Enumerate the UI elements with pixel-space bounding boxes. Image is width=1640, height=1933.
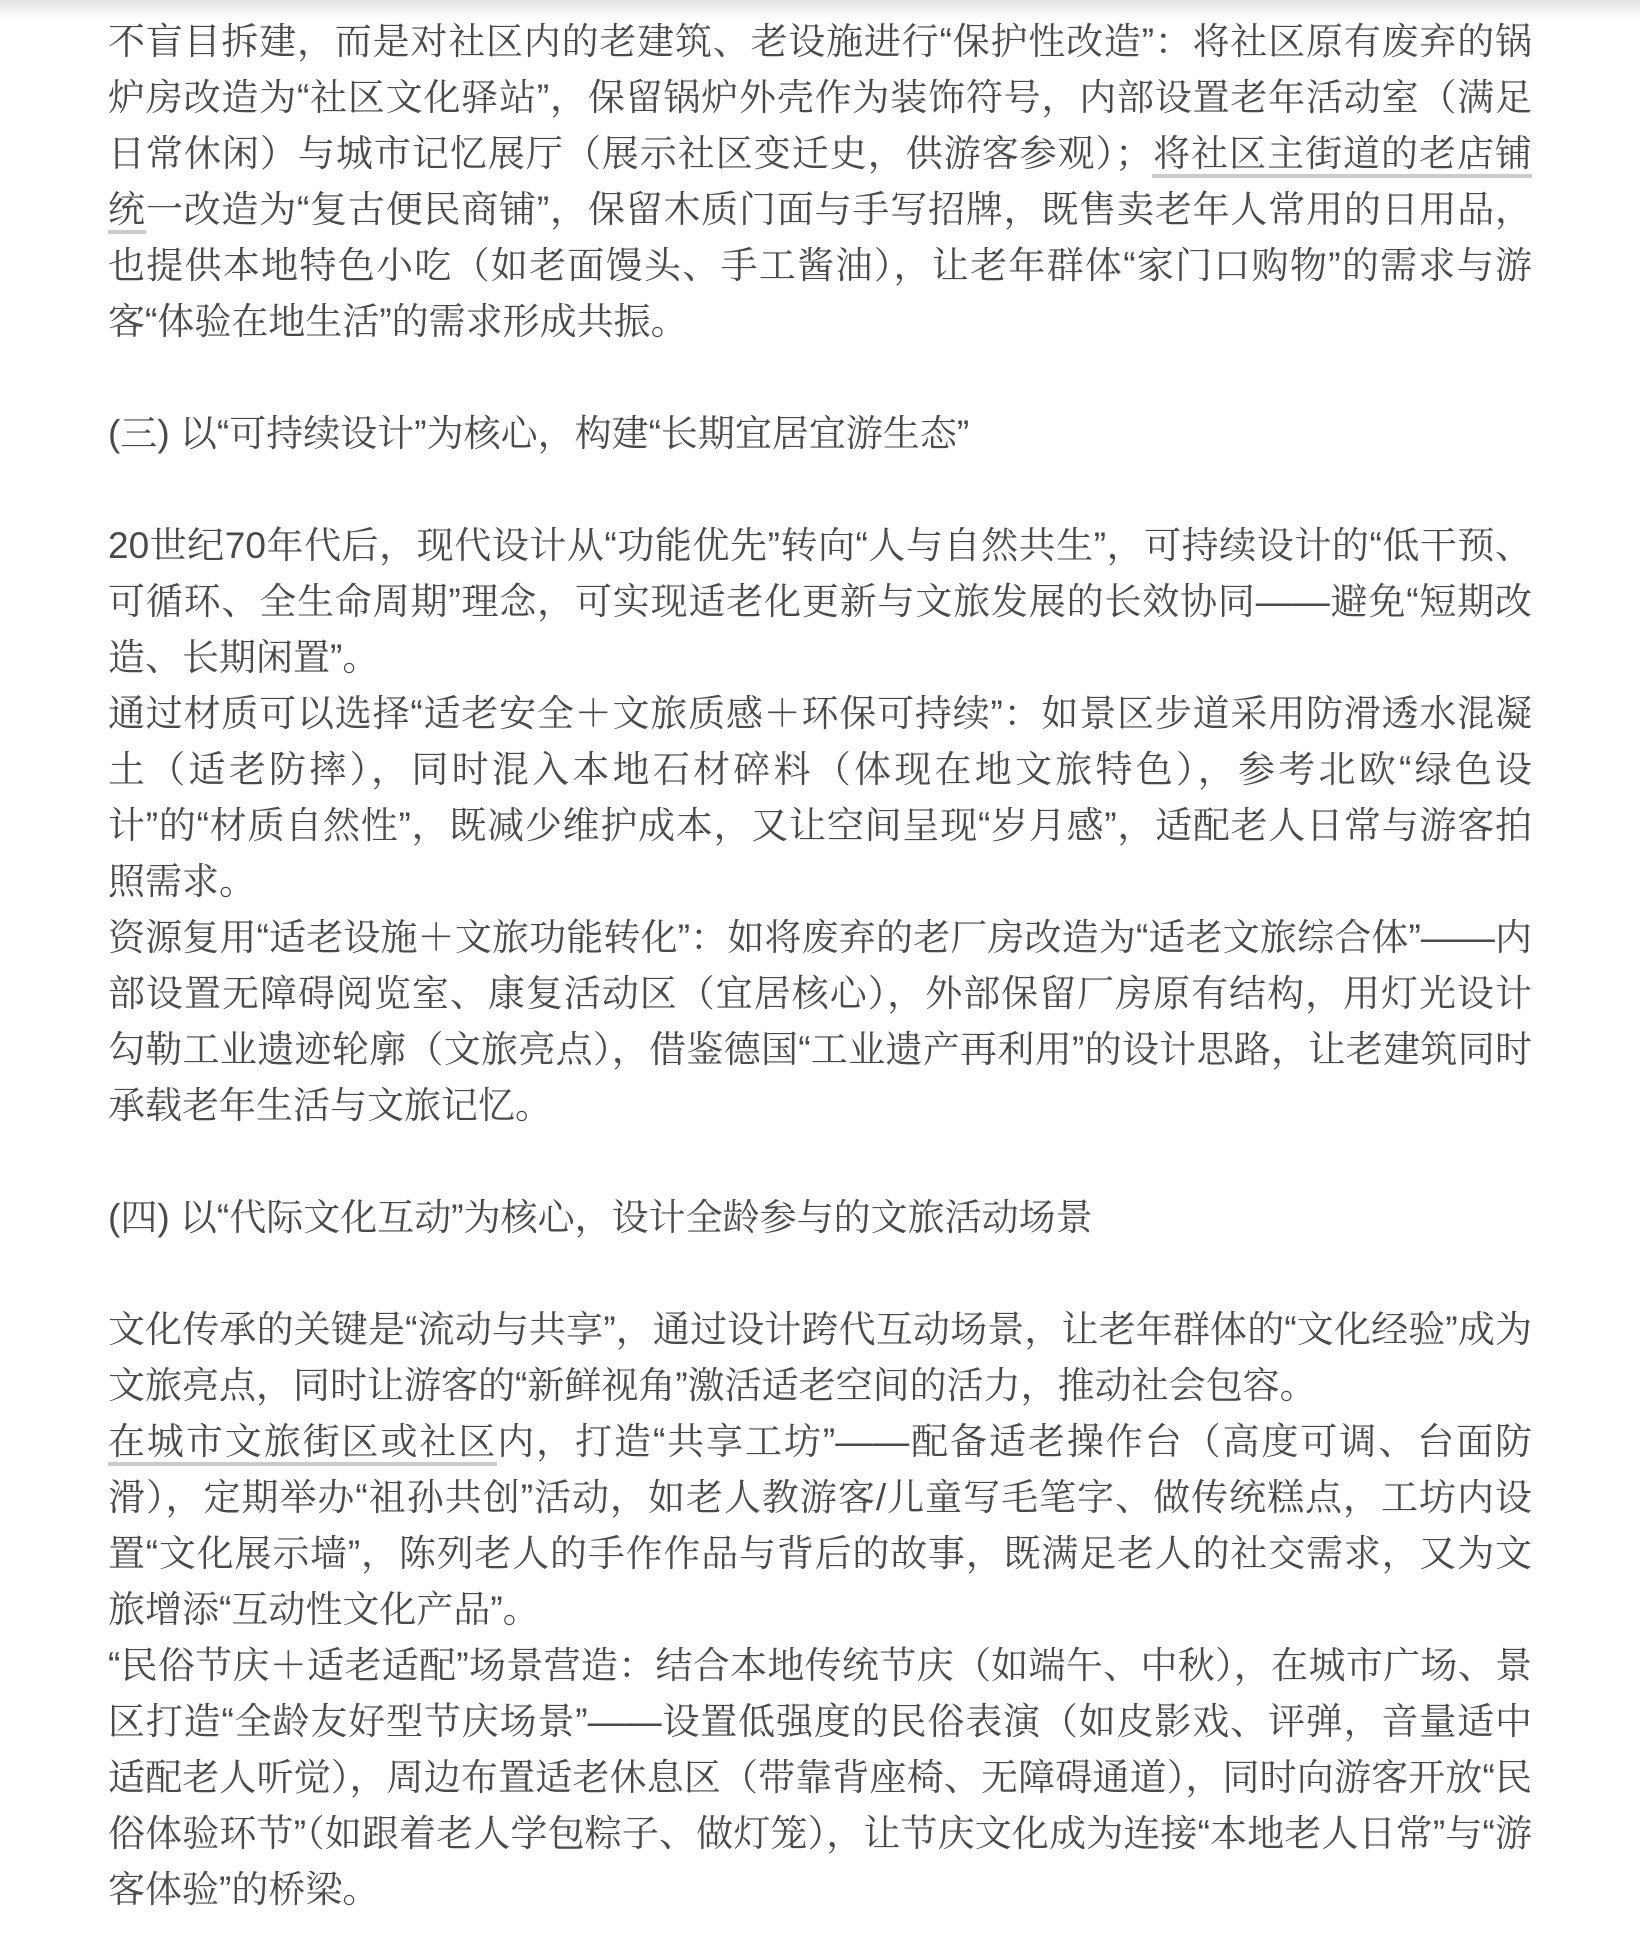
paragraph-culture-inheritance xyxy=(108,1302,1532,1414)
text-run: 不盲目拆建，而是对社区内的老建筑、老设施进行“保护性改造”：将社区原有废弃的锅炉房改造为“社区文化驿站”，保留锅炉外壳作为装饰符号，内部设置老年活动室（满足日常休闲）与城市记忆展厅（展示社区变迁史，供游客参观）； xyxy=(108,21,1532,174)
text-run: 资源复用“适老设施＋文旅功能转化”：如将废弃的老厂房改造为“适老文旅综合体”——内部设置无障碍阅览室、康复活动区（宜居核心），外部保留厂房原有结构，用灯光设计勾勒工业遗迹轮廓（文旅亮点），借鉴德国“工业遗产再利用”的设计思路，让老建筑同时承载老年生活与文旅记忆。 xyxy=(108,917,1532,1126)
paragraph-folk-festival xyxy=(108,1638,1532,1918)
text-run: 20世纪70年代后，现代设计从“功能优先”转向“人与自然共生”，可持续设计的“低干预、可循环、全生命周期”理念，可实现适老化更新与文旅发展的长效协同——避免“短期改造、长期闲置”。 xyxy=(108,525,1532,678)
underlined-text: 将社区主街道的老店铺统 xyxy=(108,133,1532,234)
heading-section-4: (四) 以“代际文化互动”为核心，设计全龄参与的文旅活动场景 xyxy=(108,1197,1093,1238)
text-run: 一改造为“复古便民商铺”，保留木质门面与手写招牌，既售卖老年人常用的日用品，也提供本地特色小吃（如老面馒头、手工酱油），让老年群体“家门口购物”的需求与游客“体验在地生活”的需求形成共振。 xyxy=(108,189,1533,342)
text-run: 文化传承的关键是“流动与共享”，通过设计跨代互动场景，让老年群体的“文化经验”成为文旅亮点，同时让游客的“新鲜视角”激活适老空间的活力，推动社会包容。 xyxy=(108,1309,1532,1406)
underlined-text: 在城市文旅街区或社区 xyxy=(108,1421,497,1466)
paragraph-shared-workshop xyxy=(108,1414,1532,1638)
paragraph-sustainable-design-intro xyxy=(108,518,1532,686)
paragraph-material-selection xyxy=(108,686,1532,910)
text-run: “民俗节庆＋适老适配”场景营造：结合本地传统节庆（如端午、中秋），在城市广场、景区打造“全龄友好型节庆场景”——设置低强度的民俗表演（如皮影戏、评弹，音量适中适配老人听觉），周边布置适老休息区（带靠背座椅、无障碍通道），同时向游客开放“民俗体验环节”（如跟着老人学包粽子、做灯笼），让节庆文化成为连接“本地老人日常”与“游客体验”的桥梁。 xyxy=(108,1645,1532,1910)
text-run: 通过材质可以选择“适老安全＋文旅质感＋环保可持续”：如景区步道采用防滑透水混凝土（适老防摔），同时混入本地石材碎料（体现在地文旅特色），参考北欧“绿色设计”的“材质自然性”，既减少维护成本，又让空间呈现“岁月感”，适配老人日常与游客拍照需求。 xyxy=(108,693,1532,902)
text-run: 内，打造“共享工坊”——配备适老操作台（高度可调、台面防滑），定期举办“祖孙共创”活动，如老人教游客/儿童写毛笔字、做传统糕点，工坊内设置“文化展示墙”，陈列老人的手作作品与背后的故事，既满足老人的社交需求，又为文旅增添“互动性文化产品”。 xyxy=(108,1421,1532,1630)
paragraph-resource-reuse xyxy=(108,910,1532,1134)
paragraph-boiler-renovation xyxy=(108,14,1532,350)
heading-section-3: (三) 以“可持续设计”为核心，构建“长期宜居宜游生态” xyxy=(108,413,970,454)
